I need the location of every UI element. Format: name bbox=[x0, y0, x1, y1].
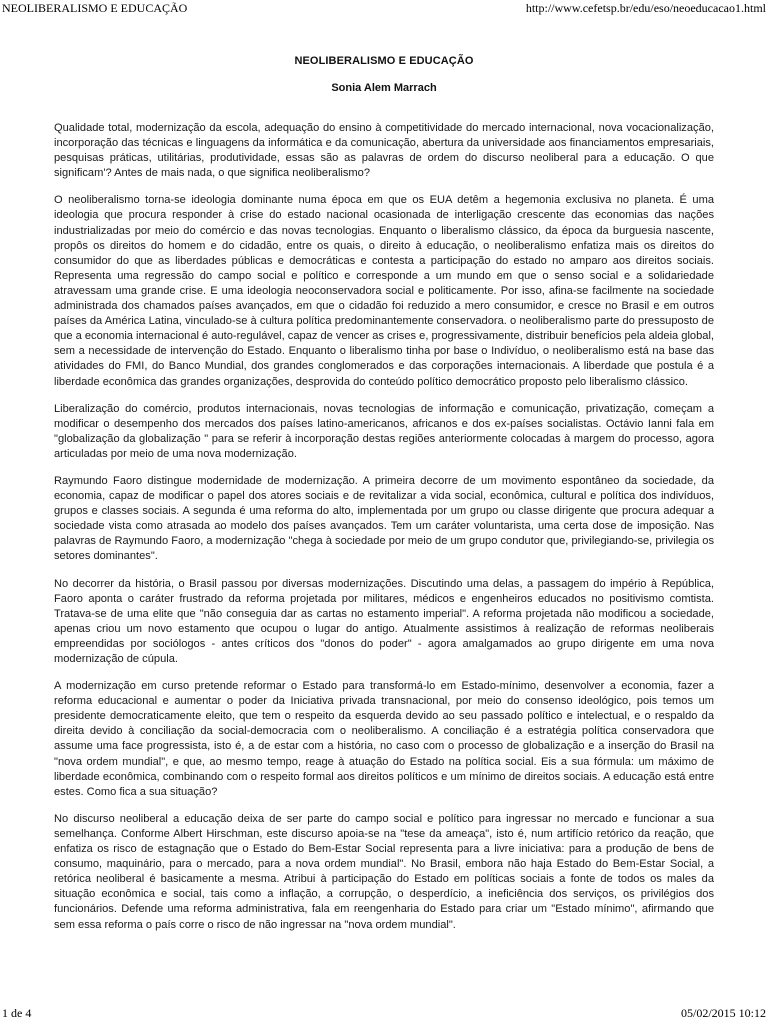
paragraph: No decorrer da história, o Brasil passou por diversas modernizações. Discutindo uma delas, a passagem do império à República, Faoro aponta o caráter frustrado da reforma projetada por militares, médicos e engenheiros educados no positivismo comtista. Tratava-se de uma elite que "não conseguia dar as cartas no estamento imperial". A reforma projetada não modificou a sociedade, apenas criou um novo estamento que ocupou o lugar do antigo. Atualmente assistimos à realização de reformas neoliberais empreendidas por sociólogos - antes críticos dos "donos do poder" - agora amalgamados ao grupo dirigente em uma nova modernização de cúpula. bbox=[54, 577, 714, 665]
article-author: Sonia Alem Marrach bbox=[331, 82, 437, 94]
header-url[interactable]: http://www.cefetsp.br/edu/eso/neoeducacao1.html bbox=[525, 1, 766, 15]
print-footer bbox=[0, 1006, 768, 1022]
page-number: 1 de 4 bbox=[2, 1006, 32, 1020]
paragraph: Raymundo Faoro distingue modernidade de modernização. A primeira decorre de um movimento espontâneo da sociedade, da economia, capaz de modificar o papel dos atores sociais e de revitalizar a vida social, econômica, cultural e política dos indivíduos, grupos e classes sociais. A segunda é uma reforma do alto, implementada por um grupo ou classe dirigente que procura adequar a sociedade vista como atrasada ao modelo dos países avançados. Tem um caráter voluntarista, uma certa dose de imposição. Nas palavras de Raymundo Faoro, a modernização "chega à sociedade por meio de um grupo condutor que, privilegiando-se, privilegia os setores dominantes". bbox=[54, 474, 714, 563]
paragraph: Liberalização do comércio, produtos internacionais, novas tecnologias de informação e comunicação, privatização, começam a modificar o desempenho dos mercados dos países latino-americanos, africanos e dos ex-países socialistas. Octávio Ianni fala em "globalização da globalização " para se referir à incorporação destas regiões anteriormente colocadas à margem do processo, agora articuladas por meio de uma nova modernização. bbox=[54, 402, 714, 460]
paragraph: No discurso neoliberal a educação deixa de ser parte do campo social e político para ingressar no mercado e funcionar a sua semelhança. Conforme Albert Hirschman, este discurso apoia-se na "tese da ameaça", isto é, num artifício retórico da reação, que enfatiza os risco de estagnação que o Estado do Bem-Estar Social representa para a livre iniciativa: para a produção de bens de consumo, maquinário, para o mercado, para a nova ordem mundial". No Brasil, embora não haja Estado do Bem-Estar Social, a retórica neoliberal é basicamente a mesma. Atribui à participação do Estado em políticas sociais a fonte de todos os males da situação econômica e social, tais como a inflação, a corrupção, o desperdício, a ineficiência dos serviços, os privilégios dos funcionários. Defende uma reforma administrativa, fala em reengenharia do Estado para criar um "Estado mínimo", afirmando que sem essa reforma o país corre o risco de não ingressar na "nova ordem mundial". bbox=[54, 812, 714, 931]
paragraph: A modernização em curso pretende reformar o Estado para transformá-lo em Estado-mínimo, desenvolver a economia, fazer a reforma educacional e aumentar o poder da Iniciativa privada transnacional, por meio do consenso ideológico, pois temos um presidente democraticamente eleito, que tem o respeito da esquerda devido ao seu passado político e intelectual, e o respaldo da direita devido à conciliação da social-democracia com o neoliberalismo. A conciliação é a estratégia política conservadora que assume uma face progressista, isto é, a de estar com a história, no caso com o processo de globalização e a inserção do Brasil na "nova ordem mundial", e que, ao mesmo tempo, reage à atuação do Estado na política social. Eis a sua fórmula: um máximo de liberdade econômica, combinando com o respeito formal aos direitos políticos e um mínimo de direitos sociais. A educação está entre estes. Como fica a sua situação? bbox=[54, 680, 714, 798]
paragraph: O neoliberalismo torna-se ideologia dominante numa época em que os EUA detêm a hegemonia exclusiva no planeta. É uma ideologia que procura responder à crise do estado nacional ocasionada de interligação crescente das economias das nações industrializadas por meio do comércio e das novas tecnologias. Enquanto o liberalismo clássico, da época da burguesia nascente, propôs os direitos do homem e do cidadão, entre os quais, o direito à educação, o neoliberalismo enfatiza mais os direitos do consumidor do que as liberdades públicas e democráticas e contesta a participação do estado no amparo aos direitos sociais. Representa uma regressão do campo social e político e corresponde a um mundo em que o senso social e a solidariedade atravessam uma grande crise. E uma ideologia neoconservadora social e politicamente. Por isso, afina-se facilmente na sociedade administrada dos chamados países avançados, em que o cidadão foi reduzido a mero consumidor, e cresce no Brasil e em outros países da América Latina, vinculado-se à cultura política predominantemente conservadora. o neoliberalismo parte do pressuposto de que a economia internacional é auto-regulável, capaz de vencer as crises e, progressivamente, distribuir benefícios pela aldeia global, sem a necessidade de intervenção do Estado. Enquanto o liberalismo tinha por base o Indivíduo, o neoliberalismo está na base das atividades do FMI, do Banco Mundial, dos grandes conglomerados e das corporações internacionais. A liberdade que postula é a liberdade econômica das grandes organizações, desprovida do conteúdo político democrático proposto pelo liberalismo clássico. bbox=[54, 194, 714, 388]
article-body bbox=[54, 121, 714, 945]
article-title: NEOLIBERALISMO E EDUCAÇÃO bbox=[294, 55, 474, 67]
header-title: NEOLIBERALISMO E EDUCAÇÃO bbox=[2, 1, 188, 15]
print-header bbox=[0, 0, 768, 16]
print-datetime: 05/02/2015 10:12 bbox=[680, 1006, 766, 1020]
paragraph: Qualidade total, modernização da escola, adequação do ensino à competitividade do mercado internacional, nova vocacionalização, incorporação das técnicas e linguagens da informática e da comunicação, abertura da universidade aos financiamentos empresariais, pesquisas práticas, utilitárias, produtividade, essas são as palavras de ordem do discurso neoliberal para a educação. O que significam'? Antes de mais nada, o que significa neoliberalismo? bbox=[54, 122, 714, 180]
